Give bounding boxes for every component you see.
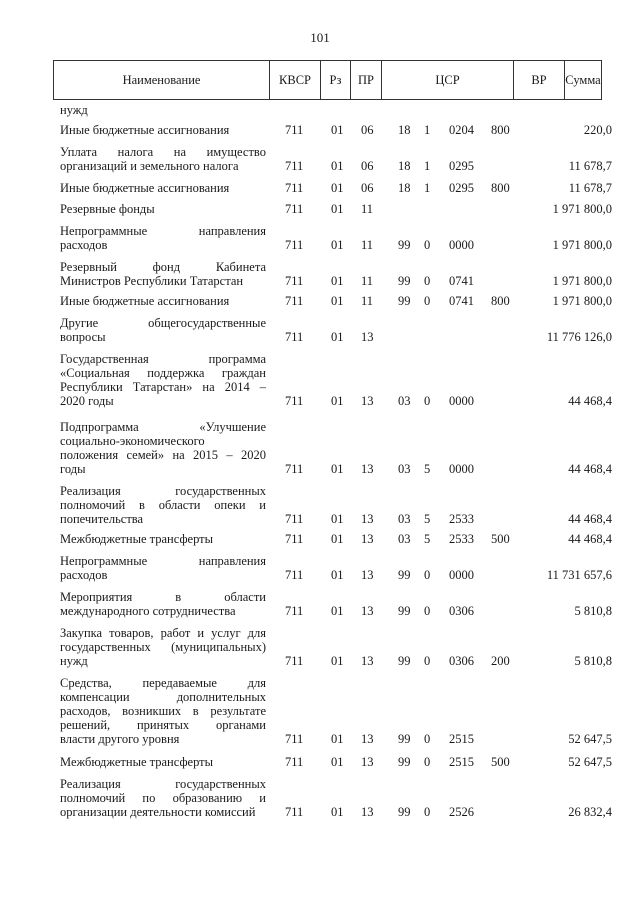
table-row (0, 202, 640, 216)
cell-pr: 13 (361, 462, 374, 476)
cell-rz: 01 (331, 159, 344, 173)
cell-csr1: 99 (398, 568, 411, 582)
table-row (0, 181, 640, 195)
cell-sum: 52 647,5 (568, 732, 612, 746)
cell-csr3: 2515 (449, 755, 474, 769)
row-name-line: Резервный фонд Кабинета (60, 260, 266, 274)
cell-pr: 13 (361, 604, 374, 618)
row-name (60, 484, 266, 526)
cell-kvsr: 711 (285, 462, 304, 476)
cell-csr2: 1 (424, 181, 431, 195)
cell-rz: 01 (331, 532, 344, 546)
cell-kvsr: 711 (285, 330, 304, 344)
row-name-line: социально-экономического (60, 434, 205, 448)
cell-csr3: 0000 (449, 462, 474, 476)
cell-csr1: 18 (398, 159, 411, 173)
header-pr: ПР (358, 73, 374, 87)
cell-pr: 13 (361, 755, 374, 769)
cell-csr2: 0 (424, 755, 431, 769)
cell-sum: 26 832,4 (568, 805, 612, 819)
row-name (60, 532, 266, 546)
table-row (0, 294, 640, 308)
cell-kvsr: 711 (285, 294, 304, 308)
row-name (60, 103, 266, 117)
cell-csr1: 99 (398, 294, 411, 308)
cell-pr: 13 (361, 394, 374, 408)
row-name-line: Мероприятия в области (60, 590, 266, 604)
cell-csr2: 0 (424, 394, 431, 408)
cell-sum: 220,0 (583, 123, 612, 137)
row-name (60, 316, 266, 344)
cell-csr3: 0741 (449, 294, 474, 308)
row-name-line: попечительства (60, 512, 144, 526)
cell-pr: 13 (361, 330, 374, 344)
cell-rz: 01 (331, 238, 344, 252)
cell-vr: 500 (491, 755, 510, 769)
row-name-line: Министров Республики Татарстан (60, 274, 244, 288)
table-header (53, 60, 602, 100)
cell-kvsr: 711 (285, 755, 304, 769)
cell-csr2: 5 (424, 512, 431, 526)
cell-sum: 1 971 800,0 (552, 294, 612, 308)
row-name-line: расходов, возникших в результате (60, 704, 266, 718)
cell-csr3: 0295 (449, 181, 474, 195)
cell-csr1: 99 (398, 238, 411, 252)
cell-csr1: 99 (398, 755, 411, 769)
row-name-line: полномочий по образованию и (60, 791, 266, 805)
row-name-line: решений, принятых органами (60, 718, 266, 732)
cell-csr2: 0 (424, 805, 431, 819)
cell-csr3: 0306 (449, 604, 474, 618)
row-name-line: 2020 годы (60, 394, 114, 408)
cell-kvsr: 711 (285, 568, 304, 582)
table-row (0, 145, 640, 173)
cell-rz: 01 (331, 294, 344, 308)
cell-csr2: 0 (424, 654, 431, 668)
cell-csr3: 2515 (449, 732, 474, 746)
row-name-line: компенсации дополнительных (60, 690, 266, 704)
cell-rz: 01 (331, 654, 344, 668)
cell-csr3: 2526 (449, 805, 474, 819)
cell-csr1: 18 (398, 123, 411, 137)
cell-csr2: 1 (424, 159, 431, 173)
cell-pr: 13 (361, 654, 374, 668)
row-name (60, 777, 266, 819)
row-name-line: нужд (60, 654, 88, 668)
cell-csr1: 03 (398, 532, 411, 546)
cell-kvsr: 711 (285, 202, 304, 216)
cell-csr1: 99 (398, 732, 411, 746)
row-name-line: «Социальная поддержка граждан (60, 366, 266, 380)
cell-csr2: 0 (424, 274, 431, 288)
row-name-line: Резервные фонды (60, 202, 155, 216)
cell-kvsr: 711 (285, 181, 304, 195)
row-name-line: Другие общегосударственные (60, 316, 266, 330)
cell-sum: 5 810,8 (574, 604, 612, 618)
row-name-line: государственных (муниципальных) (60, 640, 266, 654)
cell-vr: 800 (491, 123, 510, 137)
cell-csr3: 0000 (449, 394, 474, 408)
cell-sum: 11 731 657,6 (546, 568, 612, 582)
header-vr: ВР (531, 73, 547, 87)
cell-pr: 06 (361, 123, 374, 137)
table-row (0, 224, 640, 252)
table-row (0, 532, 640, 546)
cell-csr3: 0741 (449, 274, 474, 288)
cell-pr: 13 (361, 732, 374, 746)
row-name-line: Иные бюджетные ассигнования (60, 123, 230, 137)
table-row (0, 554, 640, 582)
cell-sum: 52 647,5 (568, 755, 612, 769)
cell-csr1: 99 (398, 274, 411, 288)
cell-kvsr: 711 (285, 394, 304, 408)
row-name (60, 626, 266, 668)
cell-pr: 11 (361, 274, 374, 288)
cell-vr: 500 (491, 532, 510, 546)
row-name-line: положения семей» на 2015 – 2020 (60, 448, 266, 462)
cell-sum: 1 971 800,0 (552, 238, 612, 252)
row-name-line: Закупка товаров, работ и услуг для (60, 626, 266, 640)
table-row (0, 420, 640, 476)
cell-csr2: 0 (424, 732, 431, 746)
cell-csr3: 2533 (449, 532, 474, 546)
cell-pr: 11 (361, 238, 374, 252)
cell-csr3: 0306 (449, 654, 474, 668)
cell-rz: 01 (331, 462, 344, 476)
header-csr: ЦСР (435, 73, 460, 87)
row-name (60, 352, 266, 408)
cell-kvsr: 711 (285, 654, 304, 668)
header-kvsr: КВСР (279, 73, 311, 87)
row-name-line: Иные бюджетные ассигнования (60, 181, 230, 195)
row-name (60, 554, 266, 582)
row-name-line: организаций и земельного налога (60, 159, 239, 173)
cell-rz: 01 (331, 123, 344, 137)
row-name (60, 123, 266, 137)
cell-csr3: 0295 (449, 159, 474, 173)
cell-csr3: 0204 (449, 123, 474, 137)
cell-kvsr: 711 (285, 604, 304, 618)
cell-pr: 13 (361, 568, 374, 582)
cell-csr1: 03 (398, 512, 411, 526)
header-name: Наименование (122, 73, 201, 87)
cell-csr1: 99 (398, 805, 411, 819)
cell-csr1: 03 (398, 462, 411, 476)
row-name-line: годы (60, 462, 86, 476)
row-name-line: расходов (60, 568, 108, 582)
table-row (0, 316, 640, 344)
row-name-line: Межбюджетные трансферты (60, 532, 214, 546)
cell-kvsr: 711 (285, 274, 304, 288)
cell-kvsr: 711 (285, 532, 304, 546)
cell-rz: 01 (331, 805, 344, 819)
table-row (0, 626, 640, 668)
row-name-line: нужд (60, 103, 88, 117)
table-row (0, 755, 640, 769)
cell-kvsr: 711 (285, 732, 304, 746)
row-name-line: Межбюджетные трансферты (60, 755, 214, 769)
cell-vr: 200 (491, 654, 510, 668)
cell-rz: 01 (331, 512, 344, 526)
cell-kvsr: 711 (285, 238, 304, 252)
row-name-line: Республики Татарстан» на 2014 – (60, 380, 266, 394)
row-name (60, 145, 266, 173)
row-name-line: Государственная программа (60, 352, 266, 366)
cell-csr1: 99 (398, 604, 411, 618)
cell-sum: 11 678,7 (568, 159, 612, 173)
row-name (60, 676, 266, 746)
cell-csr2: 0 (424, 568, 431, 582)
row-name (60, 420, 266, 476)
row-name (60, 590, 266, 618)
row-name-line: международного сотрудничества (60, 604, 236, 618)
cell-pr: 06 (361, 159, 374, 173)
cell-csr2: 5 (424, 462, 431, 476)
cell-sum: 11 678,7 (568, 181, 612, 195)
page-number: 101 (310, 30, 330, 45)
cell-csr2: 1 (424, 123, 431, 137)
row-name-line: Реализация государственных (60, 484, 266, 498)
cell-csr1: 18 (398, 181, 411, 195)
row-name-line: Непрограммные направления (60, 224, 266, 238)
cell-kvsr: 711 (285, 159, 304, 173)
row-name (60, 260, 266, 288)
row-name-line: Уплата налога на имущество (60, 145, 266, 159)
cell-sum: 44 468,4 (568, 532, 612, 546)
table-row (0, 590, 640, 618)
cell-sum: 44 468,4 (568, 394, 612, 408)
cell-rz: 01 (331, 330, 344, 344)
table-row (0, 103, 640, 117)
cell-csr1: 99 (398, 654, 411, 668)
cell-sum: 1 971 800,0 (552, 274, 612, 288)
cell-csr2: 0 (424, 294, 431, 308)
cell-vr: 800 (491, 181, 510, 195)
cell-rz: 01 (331, 568, 344, 582)
cell-csr3: 2533 (449, 512, 474, 526)
cell-rz: 01 (331, 604, 344, 618)
table-row (0, 352, 640, 408)
cell-sum: 5 810,8 (574, 654, 612, 668)
row-name-line: власти другого уровня (60, 732, 180, 746)
cell-kvsr: 711 (285, 123, 304, 137)
table-row (0, 484, 640, 526)
row-name-line: полномочий в области опеки и (60, 498, 266, 512)
header-rz: Рз (329, 73, 342, 87)
row-name (60, 202, 266, 216)
row-name-line: Непрограммные направления (60, 554, 266, 568)
header-sum: Сумма (565, 73, 601, 87)
cell-rz: 01 (331, 732, 344, 746)
cell-rz: 01 (331, 394, 344, 408)
cell-sum: 11 776 126,0 (546, 330, 612, 344)
table-row (0, 260, 640, 288)
row-name-line: Подпрограмма «Улучшение (60, 420, 266, 434)
cell-kvsr: 711 (285, 512, 304, 526)
row-name (60, 755, 266, 769)
cell-rz: 01 (331, 755, 344, 769)
cell-rz: 01 (331, 181, 344, 195)
cell-sum: 1 971 800,0 (552, 202, 612, 216)
cell-csr1: 03 (398, 394, 411, 408)
cell-sum: 44 468,4 (568, 512, 612, 526)
cell-pr: 13 (361, 512, 374, 526)
row-name (60, 181, 266, 195)
cell-csr2: 0 (424, 604, 431, 618)
row-name (60, 294, 266, 308)
table-row (0, 777, 640, 819)
cell-rz: 01 (331, 274, 344, 288)
row-name-line: организации деятельности комиссий (60, 805, 256, 819)
cell-csr2: 0 (424, 238, 431, 252)
row-name-line: Средства, передаваемые для (60, 676, 266, 690)
row-name-line: Иные бюджетные ассигнования (60, 294, 230, 308)
row-name-line: вопросы (60, 330, 106, 344)
row-name (60, 224, 266, 252)
table-row (0, 123, 640, 137)
cell-kvsr: 711 (285, 805, 304, 819)
cell-vr: 800 (491, 294, 510, 308)
cell-sum: 44 468,4 (568, 462, 612, 476)
cell-pr: 11 (361, 202, 374, 216)
table-row (0, 676, 640, 746)
cell-pr: 06 (361, 181, 374, 195)
cell-pr: 13 (361, 805, 374, 819)
row-name-line: расходов (60, 238, 108, 252)
cell-pr: 13 (361, 532, 374, 546)
cell-pr: 11 (361, 294, 374, 308)
cell-csr3: 0000 (449, 568, 474, 582)
cell-csr3: 0000 (449, 238, 474, 252)
row-name-line: Реализация государственных (60, 777, 266, 791)
cell-csr2: 5 (424, 532, 431, 546)
cell-rz: 01 (331, 202, 344, 216)
